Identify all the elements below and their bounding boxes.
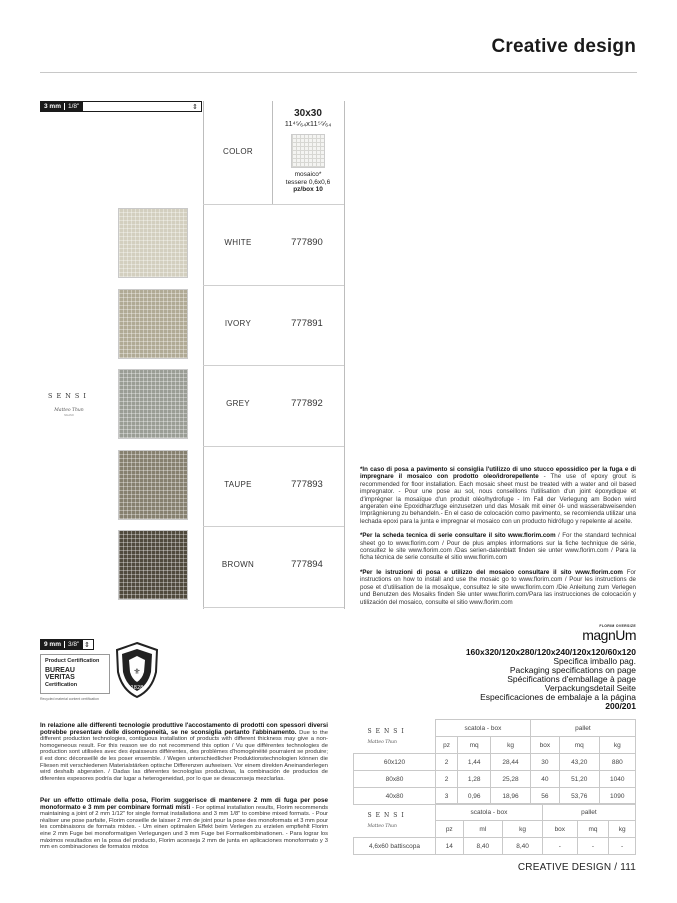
format-main: 30x30 [294, 108, 322, 119]
table-header-cell: pz [436, 737, 458, 754]
table-cell: 28,44 [491, 754, 531, 771]
swatch-grey [118, 369, 188, 439]
table-header-cell: kg [609, 821, 636, 838]
packaging-fr: Spécifications d'emballage à page [507, 674, 636, 684]
grid-row-rule [203, 365, 344, 366]
note-epoxy: *In caso di posa a pavimento si consiglia l'utilizzo di uno stucco epossidico per la fuga e di impregnare il mosaico con prodotto oleo/idrorepellente - The use of epoxy grout is recommended for floor installation. Each mosaic sheet must be treated with a water and oil based impregnator. - Pour une pose au sol, nous conseillons l'utilisation d'un joint époxydique et d'imprégner la mosaïque d'un produit oléo/hydrofuge - Im Fall der Verlegung am Boden wird angeraten eine Epoxidharzfuge einzusetzen und das Mosaik mit einer öl- und wasserabweisenden Imprägnierung zu behandeln.- En el caso de colocación como pavimento, se recomienda utilizar una lechada epoxi para la junta e impregnar el mosaico con un producto hidrófugo y repelente al aceite. [360, 466, 636, 525]
svg-text:1828: 1828 [130, 685, 144, 691]
grid-row-rule [203, 285, 344, 286]
cert-thickness-badge [40, 639, 94, 650]
table-row-format: 40x80 [354, 788, 436, 805]
table-cell: 14 [436, 838, 464, 855]
table2-group-pallet: pallet [542, 804, 635, 821]
swatch-ivory [118, 289, 188, 359]
table-header-cell: box [530, 737, 559, 754]
cert-arrows-icon: ⇕ [84, 641, 90, 649]
cert-box [40, 654, 110, 694]
format-header [272, 108, 344, 194]
notes-block [360, 466, 636, 606]
color-code: 777892 [291, 398, 323, 409]
table-cell: 1,28 [458, 771, 491, 788]
table-cell: - [609, 838, 636, 855]
table-cell: - [577, 838, 609, 855]
table2-brand: SENSI Matteo Thun [367, 811, 408, 829]
brand-signature: Matteo Thun [54, 408, 84, 413]
table-row-format: 60x120 [354, 754, 436, 771]
packaging-es: Especificaciones de embalaje a la página [480, 692, 636, 702]
table-row [354, 838, 636, 855]
table-cell: 30 [530, 754, 559, 771]
para1-bold: In relazione alle differenti tecnologie produttive l'accostamento di prodotti con spessori diversi potrebbe presentare delle disomogeneità, se ne sconsiglia pertanto l'abbinamento. [40, 722, 328, 736]
table-cell: 51,20 [559, 771, 599, 788]
magnum-small: FLORIM OVERSIZE [599, 624, 636, 628]
table1-group-pallet: pallet [530, 720, 635, 737]
table-cell: 1040 [599, 771, 635, 788]
table-cell: 8,40 [463, 838, 503, 855]
grid-row-rule [203, 446, 344, 447]
table-header-cell: mq [577, 821, 609, 838]
thickness-paragraph [40, 723, 328, 782]
table-row-format: 4,6x60 battiscopa [354, 838, 436, 855]
cert-line2: BUREAU VERITAS [45, 667, 75, 681]
swatch-brown [118, 530, 188, 600]
bureau-veritas-seal-icon [112, 640, 162, 700]
para1-text: Due to the different production technologies, contiguous installation of products with different thickness may give a non-homogeneous result. For this reason we do not recommend this option / Vu que différentes technologies de production sont utilisées avec des épaisseurs différentes, des problèmes d'homogénéité pourraient se produire; il est donc déconseillé de les poser ensemble. / Wegen unterschiedlicher Produktionstechnologien können die Fliesen mit verschiedenen Materialstärken optische Differenzen aufweisen. Vor einem direkten Aneinanderlegen wird deshalb abgeraten. / Dadas las diferentes tecnologías productivas, la combinación de productos de diferentes espesores podría dar lugar a heterogeneidad, por lo que se desaconseja mezclarlas. [40, 729, 328, 782]
table1-brand: SENSI Matteo Thun [367, 727, 408, 745]
swatch-taupe [118, 450, 188, 520]
swatch-white [118, 208, 188, 278]
packaging-en: Packaging specifications on page [509, 665, 636, 675]
table-cell: 56 [530, 788, 559, 805]
table-cell: 8,40 [503, 838, 543, 855]
table1-group-box: scatola - box [436, 720, 531, 737]
table-cell: 2 [436, 754, 458, 771]
table-cell: 880 [599, 754, 635, 771]
brand-name: SENSI [48, 392, 90, 400]
grid-header-rule [203, 204, 344, 205]
cert-thickness-mm: 9 mm [44, 641, 61, 648]
brand-block [40, 392, 98, 417]
color-code: 777894 [291, 559, 323, 570]
table-header-cell: mq [458, 737, 491, 754]
cert-line3: Certification [45, 682, 78, 688]
note-instructions: *Per le istruzioni di posa e utilizzo del mosaico consultare il sito www.florim.com For instructions on how to install and use the mosaic go to www.florim.com / Pour les instructions de pose et d'utilisation de la mosaïque, consultez le site www.florim.com /Die Anleitung zum Verlegen und Benutzen des Mosaiks finden Sie unter www.florim.com/Para las instrucciones de colocación y utilización del mosaico, consulte el sitio www.florim.com [360, 568, 636, 606]
table-cell: 53,76 [559, 788, 599, 805]
table-cell: 1,44 [458, 754, 491, 771]
packaging-table-2 [353, 803, 636, 855]
table-row [354, 754, 636, 771]
table-cell: 40 [530, 771, 559, 788]
magnum-word: magnUm [582, 627, 636, 643]
packaging-table-1 [353, 719, 636, 805]
product-name: mosaico* [294, 171, 322, 178]
table-cell: 3 [436, 788, 458, 805]
brand-sub: MILANO [64, 414, 74, 417]
color-name: IVORY [224, 318, 252, 328]
thickness-inch: 1/8" [64, 103, 79, 110]
header-rule [40, 72, 637, 73]
packaging-title [466, 648, 636, 711]
para2-text: - For optimal installation results, Florim recommends maintaining a joint of 2 mm 1/12" for single format installations and 3 mm 1/8" to combine mixed formats. - Pour réaliser une pose parfaite, Florim conseille de laisser 2 mm de joint pour la pose des monoformats et 3 mm pour les combinaisons de formats mixtes. - Um einen optimalen Effekt beim Verlegen zu erzielen empfiehlt Florim eine 2 mm Fuge bei monoformatigen Verlegungen und 3 mm Fuge bei Formatkombinationen. - Para lograr los máximos resultados en la posa del producto, Florim aconseja 2 mm de junta en aplicaciones monoformato y 3 mm en combinaciones de formatos mixtos [40, 804, 328, 851]
table-header-cell: kg [503, 821, 543, 838]
joint-paragraph [40, 798, 328, 851]
cert-thickness-inch: 3/8" [64, 641, 79, 648]
thickness-mm: 3 mm [44, 103, 61, 110]
packaging-pages: 200/201 [605, 701, 636, 711]
table-cell: - [542, 838, 577, 855]
grid-vline-left [203, 101, 204, 609]
product-tessere: tessere 0,6x0,6 [285, 178, 331, 186]
color-label: COLOR [223, 147, 253, 156]
magnum-logo [582, 624, 636, 642]
color-name: WHITE [224, 238, 252, 247]
color-code: 777893 [291, 478, 323, 490]
table-cell: 43,20 [559, 754, 599, 771]
color-name: GREY [226, 399, 250, 408]
thickness-arrows-icon: ⇕ [192, 103, 198, 111]
thickness-badge [40, 101, 202, 112]
grid-vline-right [344, 101, 345, 609]
table-row-format: 80x80 [354, 771, 436, 788]
color-code: 777891 [291, 317, 323, 329]
table-header-cell: ml [463, 821, 503, 838]
grid-row-rule [203, 526, 344, 527]
note-technical-sheet: *Per la scheda tecnica di serie consultare il sito www.florim.com / For the standard technical sheet go to www.florim.com / Pour de plus amples informations sur la fiche technique de série, consultez le site www.florim.com /Das serien-datenblatt finden sie unter www.florim.com / Para la ficha técnica de serie consulte el sitio www.florim.com [360, 532, 637, 562]
packaging-de: Verpackungsdetail Seite [544, 683, 636, 693]
color-code: 777890 [291, 237, 323, 248]
table-row [354, 771, 636, 788]
mosaic-grid-icon [291, 134, 325, 168]
cert-caption: Recycled material content certification [40, 697, 99, 701]
table-cell: 18,96 [491, 788, 531, 805]
table-cell: 0,96 [458, 788, 491, 805]
color-name: TAUPE [224, 479, 252, 489]
table-header-cell: kg [491, 737, 531, 754]
table-header-cell: pz [436, 821, 464, 838]
cert-line1: Product Certification [45, 658, 100, 664]
color-name: BROWN [221, 560, 255, 569]
grid-row-rule [203, 607, 344, 608]
page-footer: CREATIVE DESIGN / 111 [517, 862, 636, 873]
page-title: Creative design [491, 36, 636, 57]
table-header-cell: box [542, 821, 577, 838]
table-cell: 2 [436, 771, 458, 788]
table-cell: 25,28 [491, 771, 531, 788]
para2-bold: Per un effetto ottimale della posa, Florim suggerisce di mantenere 2 mm di fuga per pose monoformato e 3 mm per combinare formati misti [40, 797, 328, 811]
packaging-it: Specifica imballo pag. [553, 656, 636, 666]
svg-text:⚜: ⚜ [133, 667, 141, 676]
table-row [354, 788, 636, 805]
product-pz-box: pz/box 10 [293, 186, 323, 193]
packaging-formats: 160x320/120x280/120x240/120x120/60x120 [465, 647, 636, 657]
table-header-cell: kg [599, 737, 635, 754]
table-cell: 1090 [599, 788, 635, 805]
table-header-cell: mq [559, 737, 599, 754]
format-inch: 11⁴⁵⁄₆₄x11⁵⁵⁄₆₄ [284, 119, 332, 128]
table2-group-box: scatola - box [436, 804, 543, 821]
